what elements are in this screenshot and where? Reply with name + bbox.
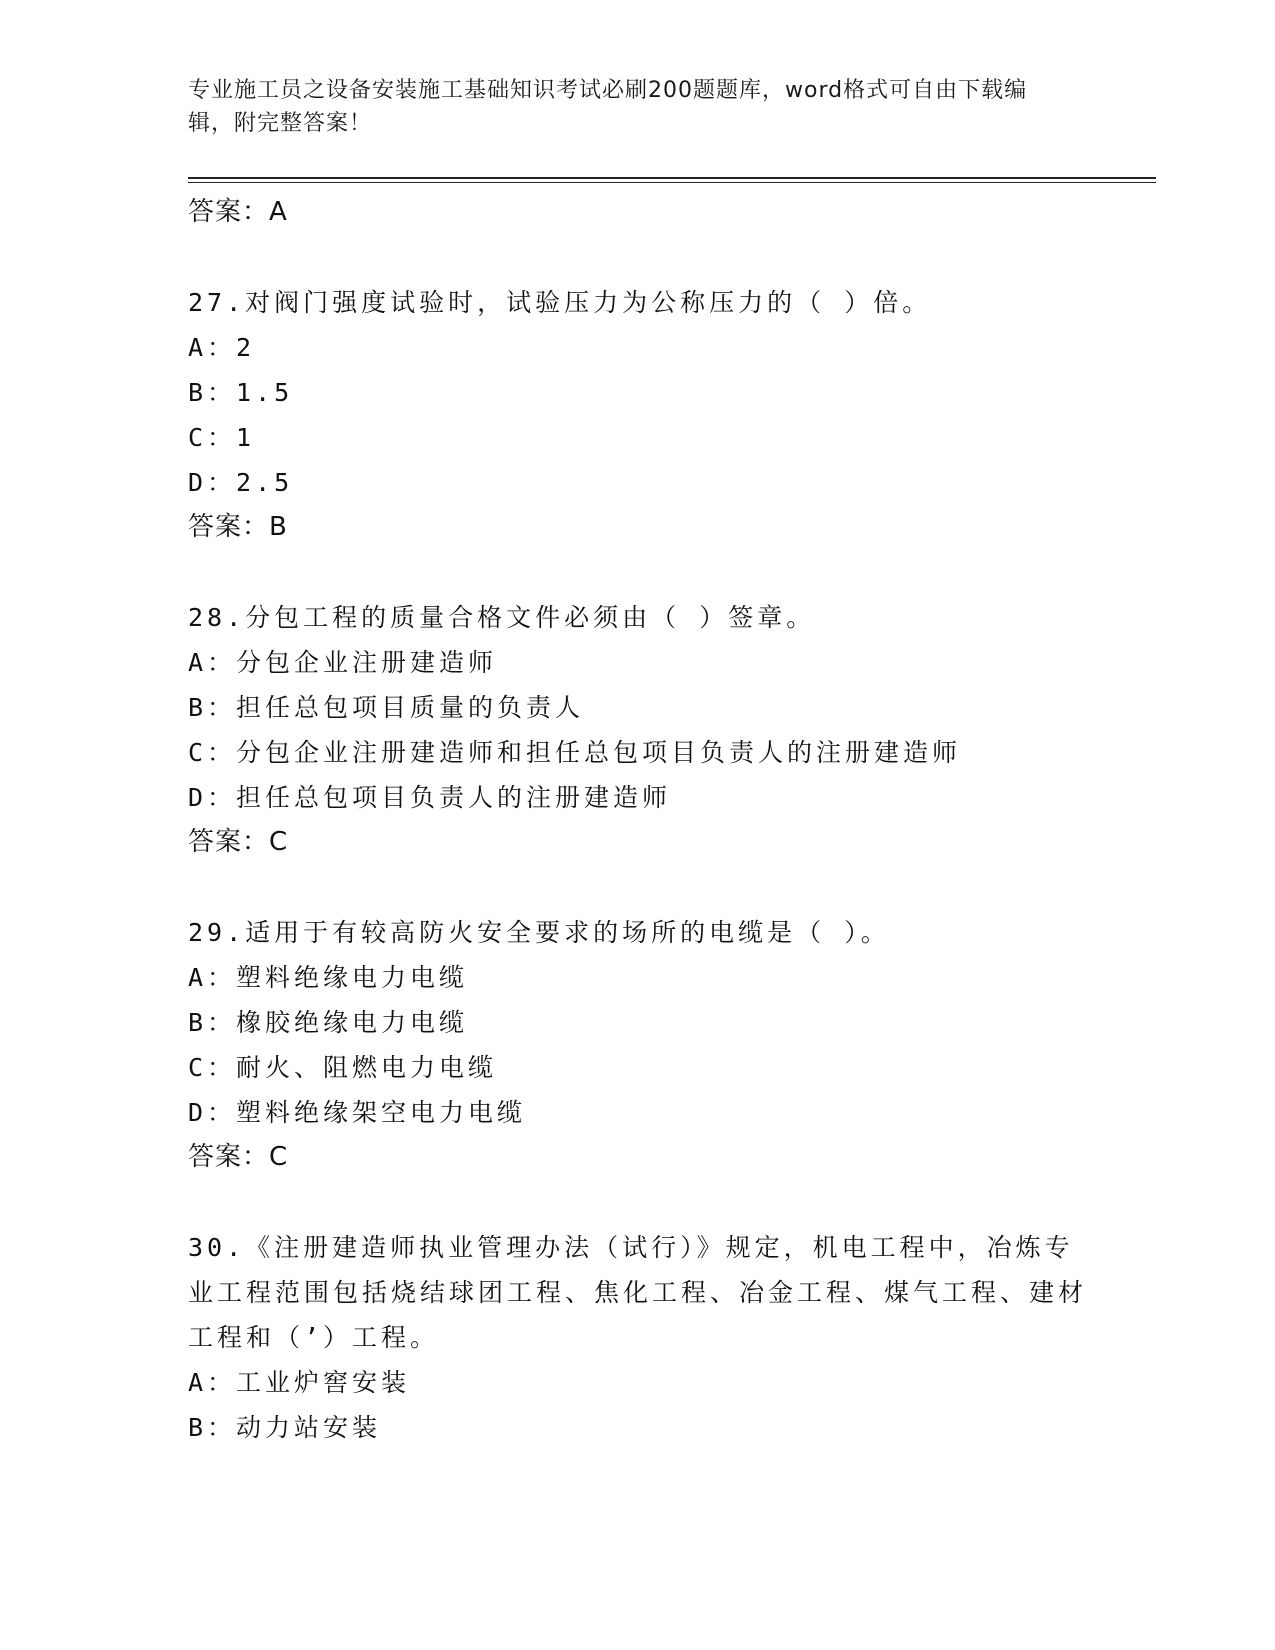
option-c: C：分包企业注册建造师和担任总包项目负责人的注册建造师 <box>188 738 962 767</box>
option-c: C：耐火、阻燃电力电缆 <box>188 1053 498 1082</box>
option-b: B：橡胶绝缘电力电缆 <box>188 1008 469 1037</box>
option-a: A：塑料绝缘电力电缆 <box>188 963 469 992</box>
answer-line: 答案：C <box>188 1142 289 1172</box>
option-d: D：担任总包项目负责人的注册建造师 <box>188 783 672 812</box>
option-b: B：动力站安装 <box>188 1413 382 1442</box>
question-stem: 27.对阀门强度试验时，试验压力为公称压力的（ ）倍。 <box>188 288 932 317</box>
question-27 <box>188 280 1088 550</box>
question-stem: 28.分包工程的质量合格文件必须由（ ）签章。 <box>188 603 816 632</box>
option-d: D：塑料绝缘架空电力电缆 <box>188 1098 527 1127</box>
answer-line: 答案：B <box>188 512 288 542</box>
document-header: 专业施工员之设备安装施工基础知识考试必刷200题题库，word格式可自由下载编辑，附完整答案！ <box>188 78 1028 136</box>
question-stem: 30.《注册建造师执业管理办法（试行）》规定，机电工程中，冶炼专业工程范围包括烧结球团工程、焦化工程、冶金工程、煤气工程、建材工程和（’）工程。 <box>188 1233 1088 1352</box>
option-d: D：2.5 <box>188 468 294 497</box>
question-stem: 29.适用于有较高防火安全要求的场所的电缆是（ ）。 <box>188 918 890 947</box>
option-b: B：担任总包项目质量的负责人 <box>188 693 585 722</box>
option-b: B：1.5 <box>188 378 294 407</box>
question-28 <box>188 595 1088 865</box>
question-30 <box>188 1225 1088 1450</box>
question-29 <box>188 910 1088 1180</box>
answer-line: 答案：C <box>188 827 289 857</box>
question-list <box>188 190 1088 1450</box>
option-a: A：分包企业注册建造师 <box>188 648 498 677</box>
header-rule-thin <box>188 182 1156 183</box>
header-rule-thick <box>188 177 1156 179</box>
option-c: C：1 <box>188 423 256 452</box>
option-a: A：工业炉窖安装 <box>188 1368 411 1397</box>
option-a: A：2 <box>188 333 256 362</box>
answer-line: 答案：A <box>188 197 288 227</box>
